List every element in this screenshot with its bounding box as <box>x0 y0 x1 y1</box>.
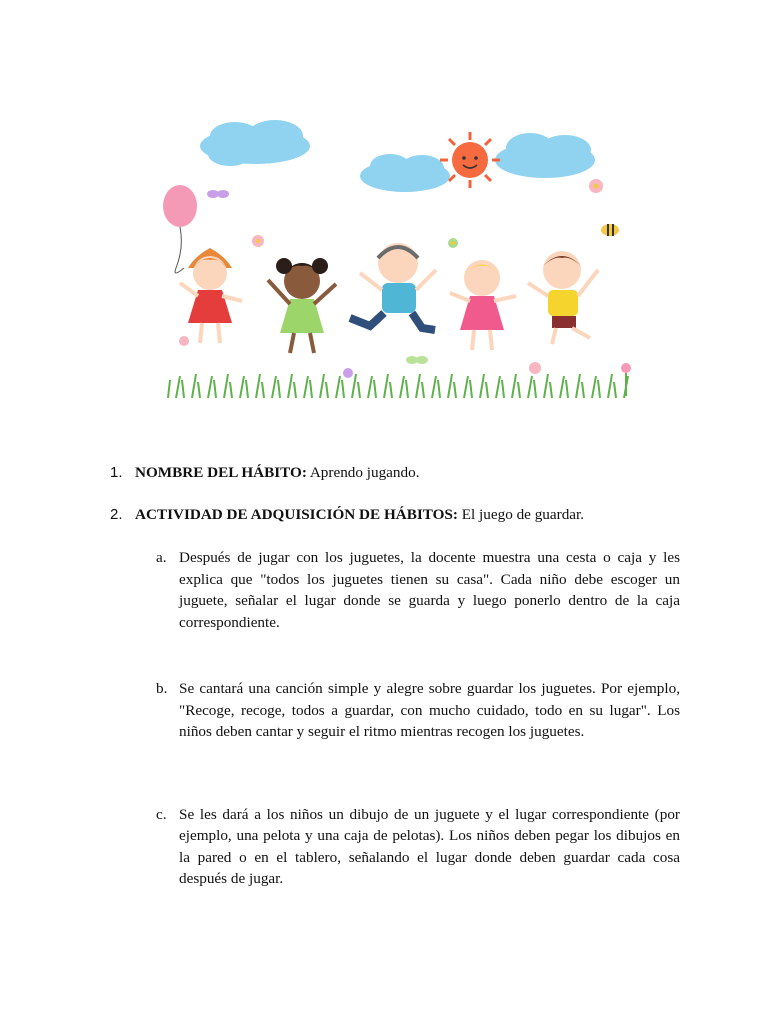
sub-item-text: Se les dará a los niños un dibujo de un juguete y el lugar correspondiente (por ejemplo, una pelota y una caja de pelotas). Los niños deben pegar los dibujos en la pared o en el tablero, señalando el lugar donde deben guardar cada cosa después de jugar. <box>179 805 680 887</box>
activity-label: ACTIVIDAD DE ADQUISICIÓN DE HÁBITOS: <box>135 506 458 523</box>
flower-icon <box>621 363 631 396</box>
grass-icon <box>168 374 628 398</box>
flower-icon <box>343 368 353 378</box>
list-number: 2. <box>110 506 123 523</box>
habit-name-label: NOMBRE DEL HÁBITO: <box>135 464 307 481</box>
sub-item-letter: b. <box>156 680 168 697</box>
child-figure-icon <box>450 260 516 350</box>
sub-item-letter: c. <box>156 805 167 823</box>
kids-playing-illustration <box>160 118 640 403</box>
sub-item-text: Se cantará una canción simple y alegre sobre guardar los juguetes. Por ejemplo, "Recoge, recoge, todos a guardar, con mucho cuidado, todo en su lugar". Los niños deben cantar y seguir el ritmo mientras recogen los juguetes. <box>179 680 680 740</box>
document-body <box>110 462 680 890</box>
cloud-icon <box>360 154 450 192</box>
sub-item-text: Después de jugar con los juguetes, la docente muestra una cesta o caja y les explica que "todos los juguetes tienen su casa". Cada niño debe escoger un juguete, señalar el lugar donde se guarda y luego ponerlo dentro de la caja correspondiente. <box>179 549 680 631</box>
flower-icon <box>179 336 189 346</box>
habit-name-value: Aprendo jugando. <box>306 464 420 481</box>
flower-icon <box>252 235 264 247</box>
flower-icon <box>589 179 603 193</box>
butterfly-icon <box>406 356 428 364</box>
sub-item-a <box>156 547 680 633</box>
activity-value: El juego de guardar. <box>457 506 585 523</box>
flower-icon <box>448 238 458 248</box>
child-figure-icon <box>528 251 598 344</box>
bee-icon <box>601 224 619 236</box>
butterfly-icon <box>207 190 229 198</box>
list-item <box>110 504 680 525</box>
child-figure-icon <box>350 243 436 330</box>
sub-item-c <box>156 804 680 890</box>
sun-icon <box>440 132 500 188</box>
list-number: 1. <box>110 464 123 481</box>
flower-icon <box>529 362 541 374</box>
list-text <box>135 462 420 483</box>
sub-item-letter: a. <box>156 549 167 566</box>
child-figure-icon <box>180 248 242 343</box>
cloud-icon <box>200 120 310 166</box>
balloon-icon <box>163 185 197 273</box>
sub-item-b <box>156 678 680 743</box>
list-text <box>135 504 584 525</box>
child-figure-icon <box>268 258 336 353</box>
cloud-icon <box>495 133 595 178</box>
list-item <box>110 462 680 483</box>
